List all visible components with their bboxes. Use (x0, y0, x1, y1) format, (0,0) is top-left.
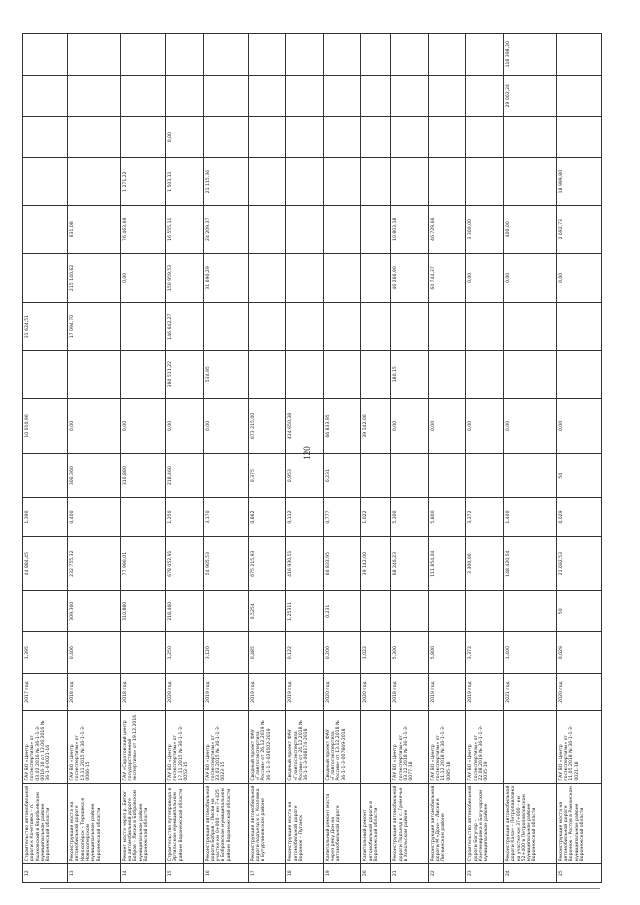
value-cell (23, 454, 68, 497)
value-cell (361, 158, 391, 206)
row-number: 19 (323, 864, 361, 883)
expertise-document: ГАУ ВО «Центр госэкспертизы» от 03.12.2018 № 36-1-1-3-0077-18 (391, 711, 429, 783)
expertise-document: ГАУ ВО «Центр госэкспертизы» от 11.12.2018 № 36-1-1-3-0085-18 (428, 711, 466, 783)
completion-year: 2020 год (166, 673, 204, 710)
value-cell (248, 350, 286, 398)
table-row (361, 34, 391, 883)
completion-year: 2018 год (391, 673, 429, 710)
value-cell: 1 271,22 (120, 158, 165, 206)
value-cell (203, 303, 248, 351)
value-cell (323, 158, 361, 206)
value-cell (503, 158, 556, 206)
value-cell: 310,880 (120, 591, 165, 632)
value-cell (428, 75, 466, 116)
value-cell: 0,00 (391, 398, 429, 454)
value-cell (286, 253, 324, 303)
value-cell (428, 303, 466, 351)
value-cell: 1,022 (361, 632, 391, 673)
value-cell: 21 692,53 (556, 537, 601, 591)
expertise-document: ГАУ ВО «Центр госэкспертизы» от 03.02.2016 № 36-1-1-3-0016-16 от 13.06.2016 № 36-1-6-0021-16 (23, 711, 68, 783)
value-cell (166, 75, 204, 116)
value-cell: 66 833,95 (323, 398, 361, 454)
value-cell: 232 755,32 (68, 537, 121, 591)
completion-year: 2019 год (428, 673, 466, 710)
value-cell (166, 34, 204, 76)
value-cell (68, 34, 121, 76)
table-row (203, 34, 248, 883)
value-cell: 0,231 (323, 591, 361, 632)
value-cell (323, 205, 361, 253)
value-cell: 21 115,36 (203, 158, 248, 206)
object-name: Капитальный ремонт моста через реку Дон на автомобильной дороге (323, 783, 361, 864)
value-cell: 0,029 (556, 632, 601, 673)
table-row (286, 34, 324, 883)
expertise-document: ГАУ ВО «Центр госэкспертизы» от 22.08.2019 № 36-1-1-3-0035-19 (466, 711, 504, 783)
value-cell (323, 253, 361, 303)
object-name: Реконструкция автомобильной дороги Калач – Петропавловка на участке км 37+000 – км 52+400 в Петропавловском муниципальном районе Воронежской области (503, 783, 556, 864)
value-cell: 3 300,00 (466, 537, 504, 591)
table-row (428, 34, 466, 883)
value-cell (203, 75, 248, 116)
value-cell: 0,5254 (248, 591, 286, 632)
table-row (556, 34, 601, 883)
rotated-page (22, 33, 602, 883)
completion-year: 2020 год (361, 673, 391, 710)
value-cell: 3,170 (203, 497, 248, 536)
value-cell: 400,00 (503, 205, 556, 253)
value-cell (68, 116, 121, 157)
object-name: Строительство путепровода в Эртильском муниципальном районе Воронежской области (166, 783, 204, 864)
value-cell (361, 591, 391, 632)
value-cell: 1,25311 (286, 591, 324, 632)
value-cell: 3,120 (203, 632, 248, 673)
value-cell (428, 116, 466, 157)
value-cell: 0,862 (248, 497, 286, 536)
value-cell: 39 142,00 (361, 537, 391, 591)
value-cell (361, 253, 391, 303)
expertise-document: ГАУ ВО «Центр госэкспертизы» от 17.11.2015 № 36-1-1-3-0052-15 (166, 711, 204, 783)
value-cell: 64 744,37 (428, 253, 466, 303)
table-row (248, 34, 286, 883)
row-number: 16 (203, 864, 248, 883)
value-cell: 0,953 (286, 454, 324, 497)
value-cell: 0,00 (556, 253, 601, 303)
completion-year: 2020 год (323, 673, 361, 710)
value-cell: 631,08 (68, 205, 121, 253)
value-cell (203, 116, 248, 157)
value-cell (120, 350, 165, 398)
value-cell: 215 140,62 (68, 253, 121, 303)
value-cell: 3 300,00 (466, 205, 504, 253)
completion-year: 2019 год (286, 673, 324, 710)
value-cell: 3,372 (466, 497, 504, 536)
value-cell: 0,400 (68, 497, 121, 536)
value-cell (248, 158, 286, 206)
value-cell (323, 34, 361, 76)
value-cell: 77 990,01 (120, 537, 165, 591)
value-cell (428, 454, 466, 497)
expertise-document (361, 711, 391, 783)
row-number: 13 (68, 864, 121, 883)
object-name: Реконструкция моста на автомобильной дороге Воронеж – Луганск (286, 783, 324, 864)
table-row (391, 34, 429, 883)
value-cell: 24 209,37 (203, 205, 248, 253)
value-cell (466, 591, 504, 632)
value-cell (286, 303, 324, 351)
object-name: Строительство автомобильной дороги Богучар – Кантемировка в Богучарском муниципальном районе (466, 783, 504, 864)
value-cell (248, 116, 286, 157)
value-cell (68, 158, 121, 206)
value-cell (323, 75, 361, 116)
value-cell (466, 34, 504, 76)
value-cell: 0,375 (248, 454, 286, 497)
value-cell (248, 303, 286, 351)
value-cell (23, 253, 68, 303)
table-row (68, 34, 121, 883)
value-cell: 2 692,73 (556, 205, 601, 253)
value-cell: 0,406 (68, 632, 121, 673)
value-cell: 31 624,51 (23, 303, 68, 351)
value-cell: 3,372 (466, 632, 504, 673)
value-cell: 678 052,91 (166, 537, 204, 591)
value-cell: 5,300 (391, 632, 429, 673)
value-cell: 675 215,93 (248, 537, 286, 591)
value-cell: 31 690,29 (203, 253, 248, 303)
value-cell (556, 303, 601, 351)
value-cell (120, 497, 165, 536)
value-cell: 148 420,54 (503, 537, 556, 591)
value-cell: 150 959,53 (166, 253, 204, 303)
value-cell (23, 350, 68, 398)
value-cell: 310,880 (120, 454, 165, 497)
expertise-document: ГАУ ВО «Центр госэкспертизы» от 13.11.2015 № 36-1-1-3-0066-15 (68, 711, 121, 783)
value-cell (466, 75, 504, 116)
value-cell: 29 002,24 (503, 75, 556, 116)
value-cell (68, 350, 121, 398)
value-cell (556, 75, 601, 116)
value-cell: 0,00 (466, 253, 504, 303)
value-cell (120, 75, 165, 116)
value-cell (23, 34, 68, 76)
expertise-document (503, 711, 556, 783)
value-cell: 111 854,04 (428, 537, 466, 591)
completion-year: 2020 год (556, 673, 601, 710)
expertise-document: ГАУ «Саратовский центр государственной экспертизы» от 19.12.2016 (120, 711, 165, 783)
row-number: 20 (361, 864, 391, 883)
value-cell: 1,250 (166, 632, 204, 673)
value-cell (361, 350, 391, 398)
value-cell: 0,122 (286, 632, 324, 673)
value-cell: 0,029 (556, 497, 601, 536)
completion-year: 2017 год (23, 673, 68, 710)
expertise-document: Сводный проект ФАУ «Главгосэкспертиза России» от 24.12.2018 № 36-1-1-3-008174-2018 (286, 711, 324, 783)
value-cell: 5,800 (428, 497, 466, 536)
value-cell (203, 34, 248, 76)
row-number: 23 (466, 864, 504, 883)
value-cell (391, 116, 429, 157)
row-number: 14 (120, 864, 165, 883)
value-cell: 534,95 (203, 350, 248, 398)
completion-year: 2019 год (248, 673, 286, 710)
value-cell: 50 (556, 454, 601, 497)
value-cell (361, 116, 391, 157)
value-cell (286, 75, 324, 116)
object-name: Реконструкция моста на автомобильной дороге Воронеж – Ростов в Рамонском муниципальном районе Воронежской области (556, 783, 601, 864)
value-cell (120, 34, 165, 76)
value-cell: 0,00 (166, 398, 204, 454)
row-number: 21 (391, 864, 429, 883)
value-cell (248, 75, 286, 116)
value-cell: 1,395 (23, 632, 68, 673)
completion-year: 2018 год (68, 673, 121, 710)
row-number: 17 (248, 864, 286, 883)
completion-year: 2018 год (120, 673, 165, 710)
value-cell: 0,00 (203, 398, 248, 454)
value-cell (466, 350, 504, 398)
value-cell: 1,390 (23, 497, 68, 536)
value-cell: 0,112 (286, 497, 324, 536)
value-cell: 44 884,45 (23, 537, 68, 591)
expertise-document: Сводный проект ФАУ «Главгосэкспертиза России» от 26.12.2019 № 36-1-1-3-036502-2019 (248, 711, 286, 783)
value-cell (203, 454, 248, 497)
value-cell (466, 303, 504, 351)
table-row (323, 34, 361, 883)
row-number: 18 (286, 864, 324, 883)
value-cell (391, 75, 429, 116)
table-row (23, 34, 68, 883)
expertise-document: ГАУ ВО «Центр госэкспертизы» от 23.03.2015 № 36-1-1-3-0023-15 (203, 711, 248, 783)
value-cell: 416 930,51 (286, 537, 324, 591)
row-number: 15 (166, 864, 204, 883)
completion-year: 2019 год (466, 673, 504, 710)
value-cell: 76 463,69 (120, 205, 165, 253)
value-cell: 414 650,38 (286, 398, 324, 454)
value-cell (286, 116, 324, 157)
object-name: Реконструкция автомобильной дороги Бобров – Лиски на участке км 0+000 – км 7+425 в Бобровском муниципальном районе Воронежской области (203, 783, 248, 864)
value-cell (556, 34, 601, 76)
value-cell: 0,00 (166, 116, 204, 157)
value-cell: 673 215,00 (248, 398, 286, 454)
value-cell (203, 591, 248, 632)
value-cell (323, 303, 361, 351)
value-cell (466, 454, 504, 497)
value-cell: 54 905,53 (203, 537, 248, 591)
value-cell (120, 632, 165, 673)
completion-year: 2021 год (503, 673, 556, 710)
value-cell: 0,00 (120, 253, 165, 303)
value-cell: 0,231 (323, 454, 361, 497)
object-name: Строительство автомобильной дороги к Кочетовка – п. Ушаковский в Воробьевском муниципальном районе Воронежской области (23, 783, 68, 864)
value-cell (323, 350, 361, 398)
value-cell: 1 503,11 (166, 158, 204, 206)
value-cell (361, 34, 391, 76)
row-number: 25 (556, 864, 601, 883)
value-cell: 10 803,18 (391, 205, 429, 253)
value-cell (286, 205, 324, 253)
value-cell (286, 34, 324, 76)
expertise-document: ГАУ ВО «Центр госэкспертизы» от 11.05.2018 № 36-1-1-3-0021-18 (556, 711, 601, 783)
value-cell: 66 833,95 (323, 537, 361, 591)
value-cell: 50 (556, 591, 601, 632)
value-cell: 0,00 (428, 398, 466, 454)
value-cell: 17 094,70 (68, 303, 121, 351)
value-cell (503, 350, 556, 398)
expertise-document: Сводный проект ФАУ «Главгосэкспертиза России» от 13.12.2018 № 36-1-1-3-007869-2018 (323, 711, 361, 783)
value-cell: 5,800 (428, 632, 466, 673)
value-cell: 46 729,66 (428, 205, 466, 253)
value-cell: 218,460 (166, 454, 204, 497)
value-cell (391, 303, 429, 351)
table-row (166, 34, 204, 883)
value-cell (391, 158, 429, 206)
value-cell (556, 116, 601, 157)
object-name: Реконструкция автомобильной дороги М «Дон» – Лиски в Лискинском районе (428, 783, 466, 864)
value-cell: 0,777 (323, 497, 361, 536)
value-cell: 0,200 (323, 632, 361, 673)
value-cell: 118 398,30 (503, 34, 556, 76)
value-cell (556, 350, 601, 398)
value-cell: 5,300 (391, 497, 429, 536)
value-cell: 309,360 (68, 591, 121, 632)
value-cell (466, 158, 504, 206)
value-cell: 39 142,00 (361, 398, 391, 454)
value-cell: 10 010,90 (23, 398, 68, 454)
value-cell (391, 591, 429, 632)
table-row (466, 34, 504, 883)
object-name: Ремонт моста через р. Битюг на автомобильной дороге Бобров – Лиски в Бобровском муниципальном районе Воронежской области (120, 783, 165, 864)
value-cell (23, 205, 68, 253)
value-cell (23, 591, 68, 632)
table-row (503, 34, 556, 883)
value-cell: 68 246,23 (391, 537, 429, 591)
value-cell: 218,460 (166, 591, 204, 632)
value-cell (361, 205, 391, 253)
value-cell (428, 591, 466, 632)
value-cell: 0,485 (248, 632, 286, 673)
value-cell: 0,00 (120, 398, 165, 454)
value-cell (361, 75, 391, 116)
value-cell (248, 34, 286, 76)
value-cell (323, 116, 361, 157)
value-cell (248, 253, 286, 303)
value-cell (286, 158, 324, 206)
value-cell (503, 116, 556, 157)
row-number: 22 (428, 864, 466, 883)
value-cell (503, 591, 556, 632)
value-cell (428, 34, 466, 76)
value-cell: 146 642,27 (166, 303, 204, 351)
page-number: 120 (301, 446, 312, 460)
value-cell: 46 266,90 (391, 253, 429, 303)
value-cell: 180,15 (391, 350, 429, 398)
value-cell (391, 34, 429, 76)
bottom-rule (40, 888, 600, 889)
value-cell: 0,00 (503, 398, 556, 454)
value-cell: 300,360 (68, 454, 121, 497)
value-cell (68, 75, 121, 116)
value-cell: 18 999,80 (556, 158, 601, 206)
value-cell (391, 454, 429, 497)
value-cell: 0,00 (556, 398, 601, 454)
value-cell (361, 454, 391, 497)
value-cell: 0,00 (503, 253, 556, 303)
value-cell: 1,400 (503, 632, 556, 673)
value-cell (23, 158, 68, 206)
value-cell: 1,250 (166, 497, 204, 536)
row-number: 12 (23, 864, 68, 883)
value-cell (428, 158, 466, 206)
object-name: Реконструкция автомобильной дороги Подъезд к с. Гремячье в Хохольском районе (391, 783, 429, 864)
value-cell: 1,400 (503, 497, 556, 536)
value-cell (248, 205, 286, 253)
value-cell (286, 350, 324, 398)
value-cell: 1,022 (361, 497, 391, 536)
object-name: Капитальный ремонт автомобильной дороги в Воронежской области (361, 783, 391, 864)
value-cell: 0,00 (68, 398, 121, 454)
value-cell: 380 511,22 (166, 350, 204, 398)
value-cell: 0,00 (466, 398, 504, 454)
value-cell: 16 555,11 (166, 205, 204, 253)
value-cell (428, 350, 466, 398)
objects-table (22, 33, 602, 883)
table-row (120, 34, 165, 883)
row-number: 24 (503, 864, 556, 883)
value-cell (23, 116, 68, 157)
value-cell (466, 116, 504, 157)
value-cell (120, 116, 165, 157)
value-cell (503, 454, 556, 497)
value-cell (23, 75, 68, 116)
value-cell (120, 303, 165, 351)
completion-year: 2019 год (203, 673, 248, 710)
object-name: Реконструкция моста на автомобильной дороге Новохопёрск – Терновка в Новохоперском муниципальном районе Воронежской области (68, 783, 121, 864)
object-name: Реконструкция автомобильной дороги подъезд к с. Козловка в Бутурлиновском районе (248, 783, 286, 864)
value-cell (503, 303, 556, 351)
value-cell (361, 303, 391, 351)
